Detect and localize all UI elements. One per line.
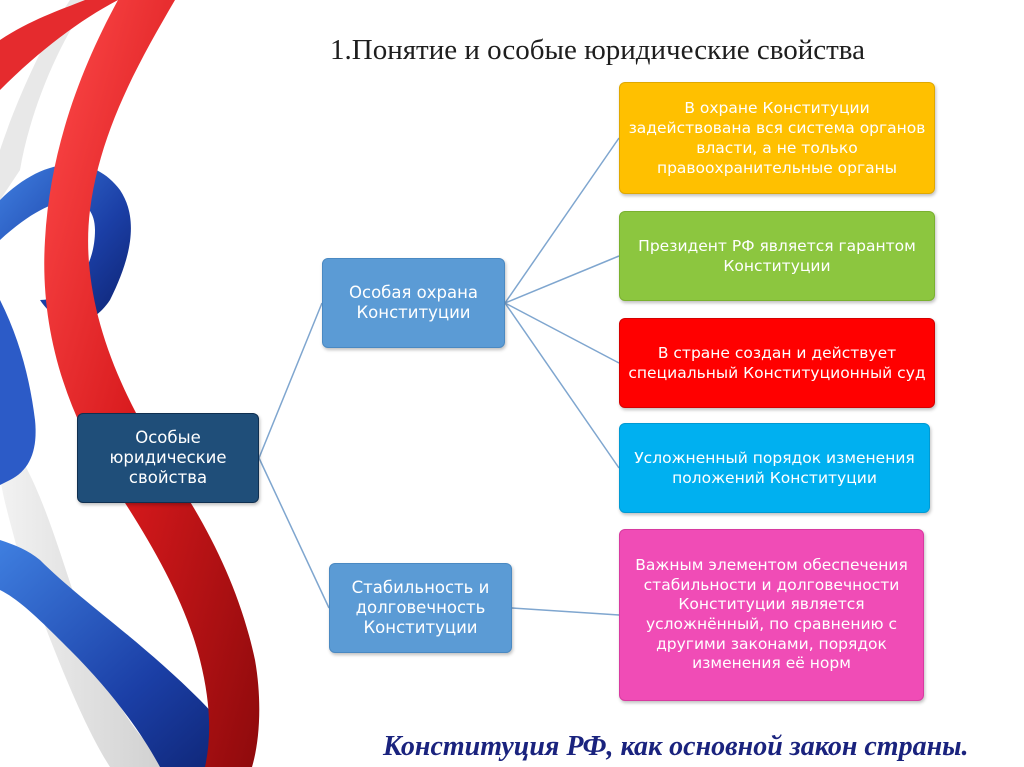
branch-node-stability: Стабильность и долговечность Конституции — [329, 563, 512, 653]
connector-branch1-leaf3 — [505, 303, 619, 363]
leaf-node-stability-element: Важным элементом обеспечения стабильности и долговечности Конституции является усложнённый, по сравнению с другими законами, порядок изменения её норм — [619, 529, 924, 701]
leaf-node-authorities: В охране Конституции задействована вся система органов власти, а не только правоохранительные органы — [619, 82, 935, 194]
leaf-node-court: В стране создан и действует специальный Конституционный суд — [619, 318, 935, 408]
slide-title: 1.Понятие и особые юридические свойства — [330, 34, 865, 66]
connector-branch1-leaf1 — [505, 138, 619, 303]
connector-branch2-leaf5 — [512, 608, 619, 615]
connector-root-branch2 — [259, 458, 329, 608]
footer-caption: Конституция РФ, как основной закон страны. — [383, 731, 969, 762]
connector-root-branch1 — [259, 303, 322, 458]
leaf-node-president: Президент РФ является гарантом Конституции — [619, 211, 935, 301]
connector-branch1-leaf4 — [505, 303, 619, 468]
leaf-node-amendment: Усложненный порядок изменения положений Конституции — [619, 423, 930, 513]
root-node: Особые юридические свойства — [77, 413, 259, 503]
branch-node-protection: Особая охрана Конституции — [322, 258, 505, 348]
